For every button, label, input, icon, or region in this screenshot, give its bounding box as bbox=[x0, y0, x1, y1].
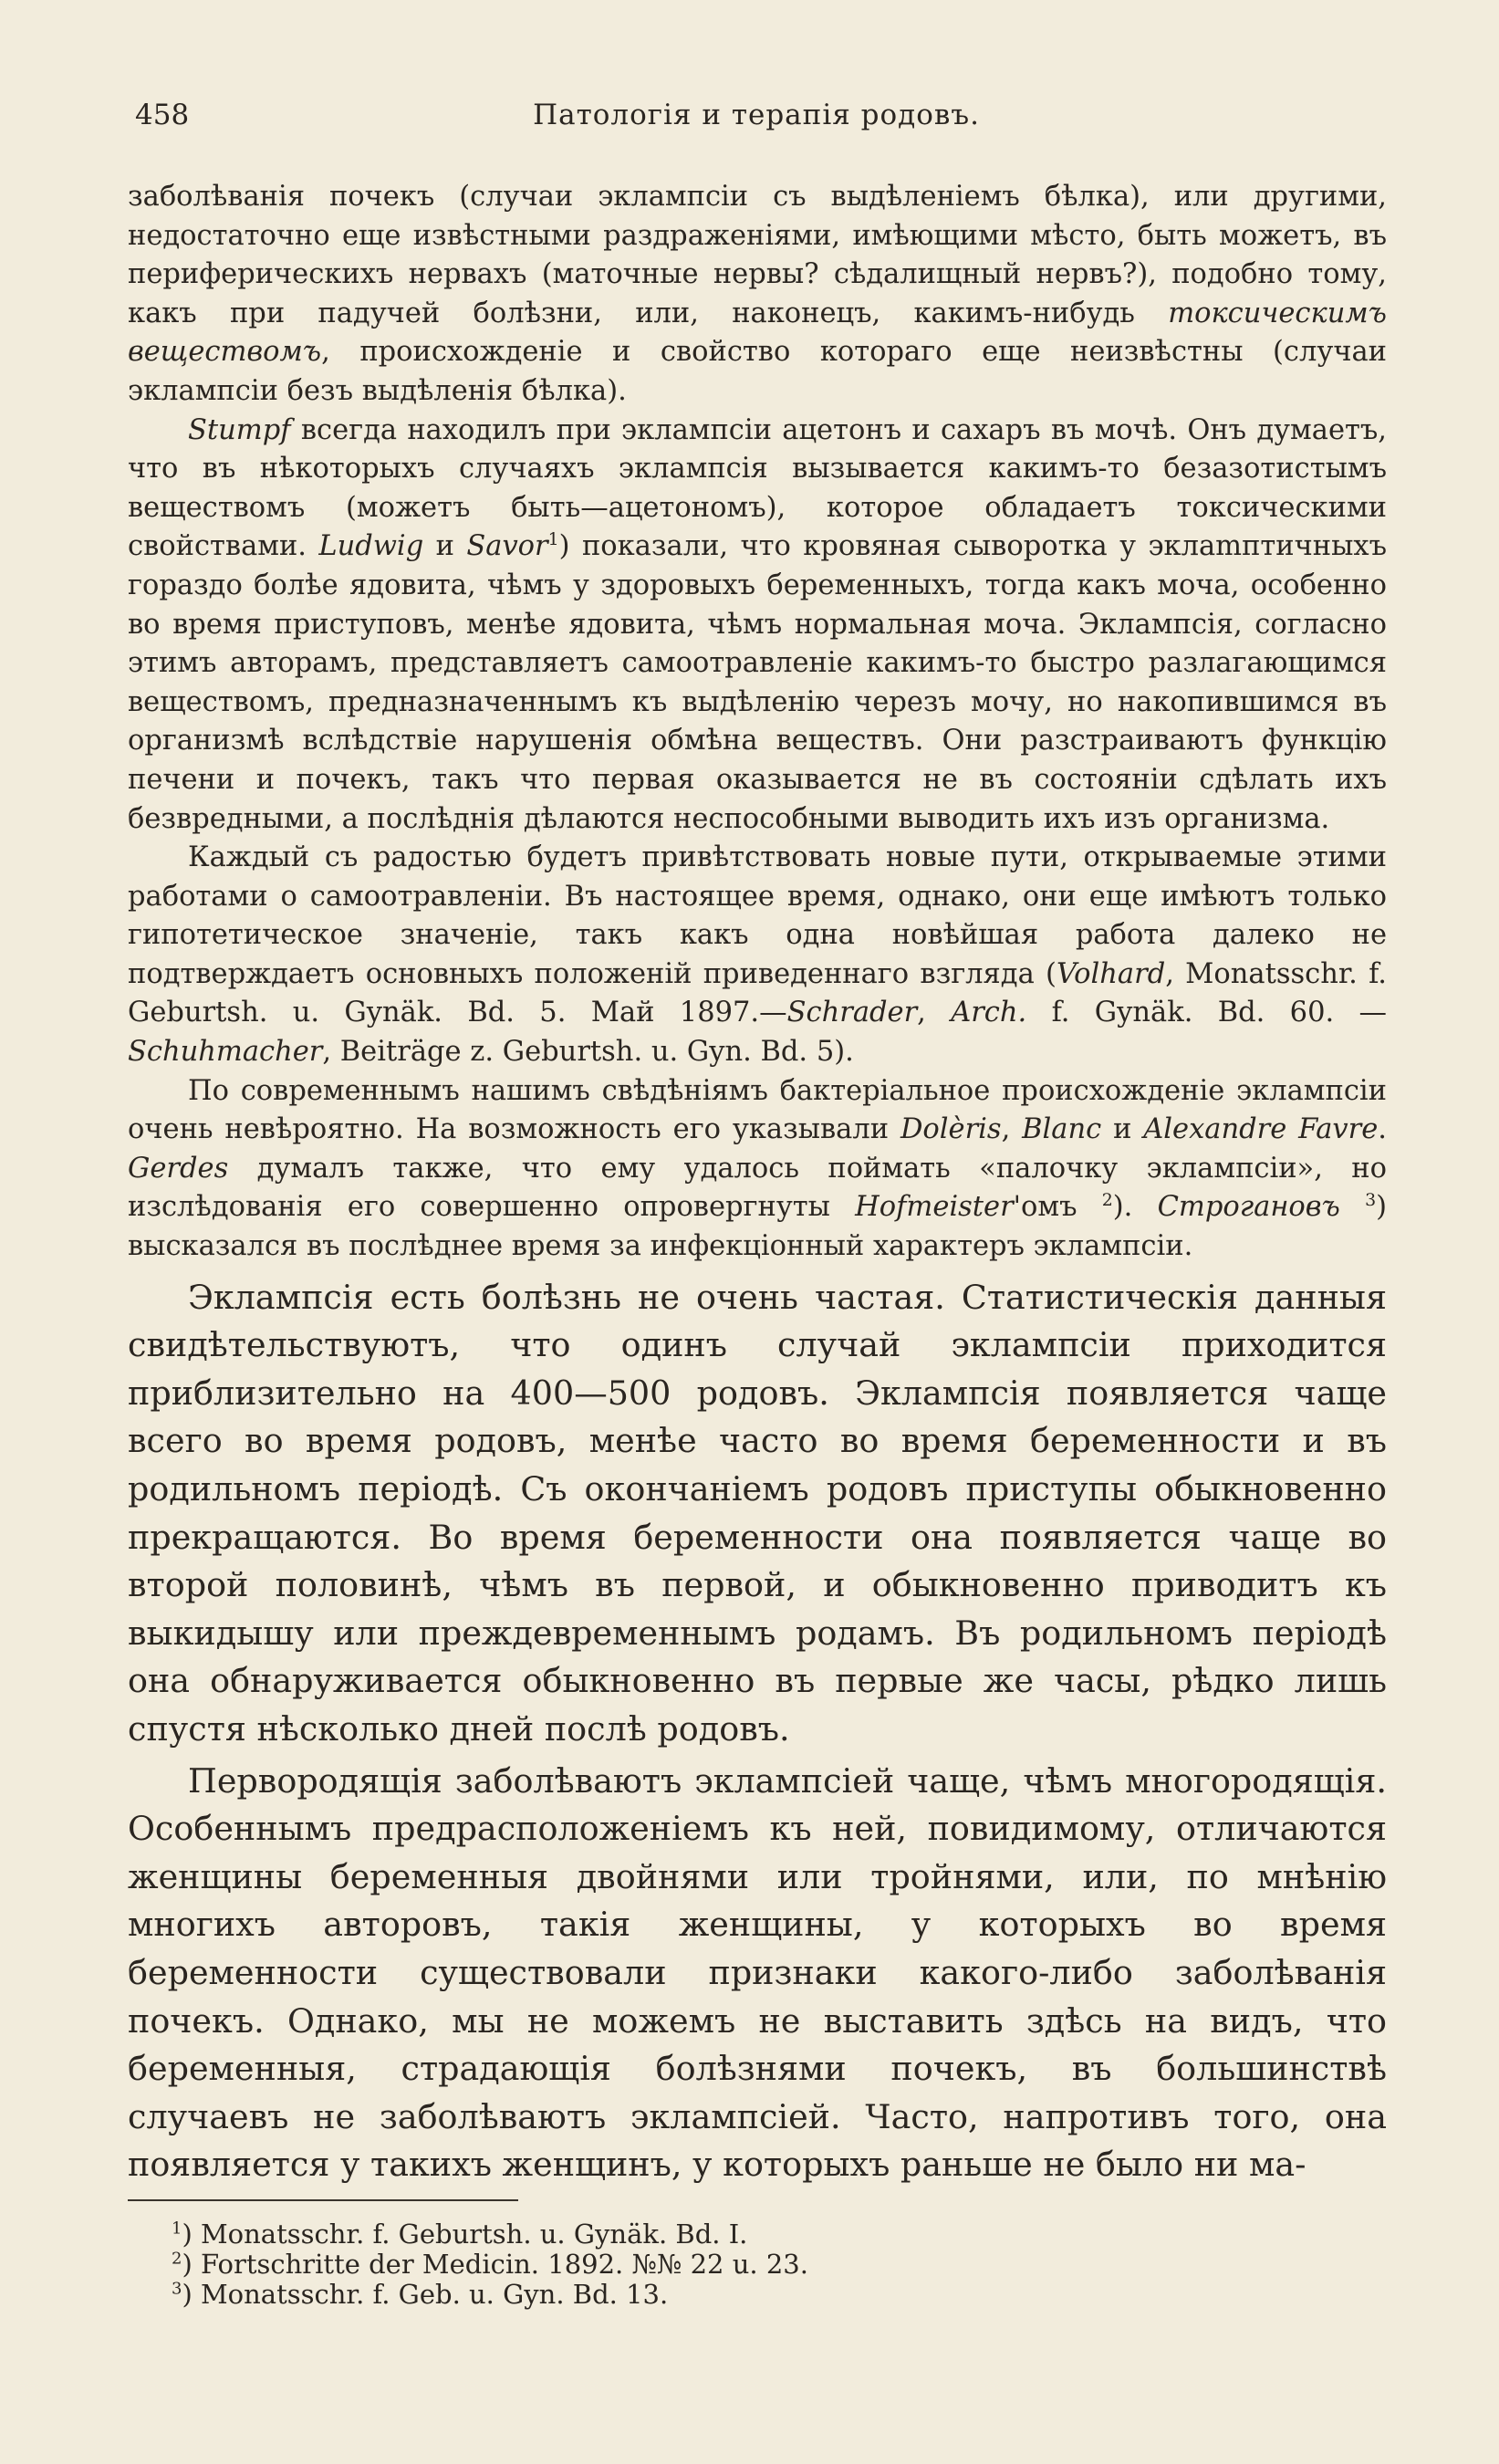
small-print-section bbox=[128, 178, 1387, 1267]
italic-text: Arch. bbox=[951, 997, 1027, 1029]
text-run: ). bbox=[1112, 1191, 1158, 1224]
text-run: , Beiträge z. Geburtsh. u. Gyn. Bd. 5). bbox=[322, 1036, 854, 1069]
italic-text: Blanc bbox=[1022, 1113, 1102, 1146]
page-number: 458 bbox=[135, 99, 190, 131]
text-run: ) высказался въ послѣднее время за инфекціонный характеръ эклампсіи. bbox=[128, 1191, 1387, 1263]
text-run: заболѣванія почекъ (случаи эклампсіи съ выдѣленіемъ бѣлка), или другими, недостаточно еще извѣстными раздраженіями, имѣющими мѣсто, быть можетъ, въ периферическихъ нервахъ (маточные нервы? сѣдалищный нервъ?), подобно тому, какъ при падучей болѣзни, или, наконецъ, какимъ-нибудь bbox=[128, 181, 1387, 329]
text-run bbox=[1340, 1191, 1365, 1223]
text-run: , bbox=[917, 997, 952, 1029]
text-run: , происхожденіе и свойство котораго еще неизвѣстны (случаи эклампсіи безъ выдѣленія бѣлка). bbox=[128, 336, 1387, 407]
footnote-ref: 3 bbox=[1365, 1190, 1377, 1211]
paragraph bbox=[128, 1274, 1387, 1754]
text-run: 'омъ bbox=[1013, 1191, 1102, 1224]
page-header bbox=[135, 99, 1378, 135]
text-run: и bbox=[423, 530, 467, 563]
italic-text: Savor bbox=[466, 530, 548, 563]
italic-text: Hofmeister bbox=[855, 1191, 1014, 1224]
text-run: Каждый съ радостью будетъ привѣтствовать новые пути, открываемые этими работами о самоотравленіи. Въ настоящее время, однако, они еще имѣютъ только гипотетическое значеніе, такъ какъ одна новѣйшая работа далеко не подтверждаетъ основныхъ положеній приведеннаго взгляда ( bbox=[128, 841, 1387, 990]
text-run: По современнымъ нашимъ свѣдѣніямъ бактеріальное происхожденіе эклампсіи очень невѣроятно. На возможность его указывали bbox=[128, 1074, 1387, 1146]
footnote-ref: 1 bbox=[547, 529, 559, 550]
paragraph bbox=[128, 412, 1387, 840]
footnote: $^1$) Monatsschr. f. Geburtsh. u. Gynäk. Bd. I. bbox=[172, 2219, 748, 2250]
text-run: . bbox=[1378, 1113, 1387, 1146]
text-run: и bbox=[1101, 1113, 1144, 1146]
text-run: Эклампсія есть болѣзнь не очень частая. Статистическія данныя свидѣтельствуютъ, что одинъ случай эклампсіи приходится приблизительно на 400—500 родовъ. Эклампсія появляется чаще всего во время родовъ, менѣе часто во время беременности и въ родильномъ періодѣ. Съ окончаніемъ родовъ приступы обыкновенно прекращаются. Во время беременности она появляется чаще во второй половинѣ, чѣмъ въ первой, и обыкновенно приводитъ къ выкидышу или преждевременнымъ родамъ. Въ родильномъ періодѣ она обнаруживается обыкновенно въ первые же часы, рѣдко лишь спустя нѣсколько дней послѣ родовъ. bbox=[128, 1277, 1387, 1749]
footnote: $^3$) Monatsschr. f. Geb. u. Gyn. Bd. 13. bbox=[172, 2279, 669, 2310]
paragraph bbox=[128, 1072, 1387, 1267]
italic-text: Alexandre Favre bbox=[1143, 1113, 1379, 1146]
running-title: Патологія и терапія родовъ. bbox=[533, 99, 980, 131]
paragraph bbox=[128, 1758, 1387, 2189]
italic-text: Schuhmacher bbox=[128, 1036, 323, 1069]
italic-text: Dolèris bbox=[900, 1113, 1002, 1146]
text-run: ) показали, что кровяная сыворотка у эклamптичныхъ гораздо болѣе ядовита, чѣмъ у здоровыхъ беременныхъ, тогда какъ моча, особенно во время приступовъ, менѣе ядовита, чѣмъ нормальная моча. Эклампсія, согласно этимъ авторамъ, представляетъ самоотравленіе какимъ-то быстро разлагающимся веществомъ, предназначеннымъ къ выдѣленію черезъ мочу, но накопившимся въ организмѣ вслѣдствіе нарушенія обмѣна веществъ. Они разстраиваютъ функцію печени и почекъ, такъ что первая оказывается не въ состояніи сдѣлать ихъ безвредными, а послѣднія дѣлаются неспособными выводить ихъ изъ организма. bbox=[128, 530, 1387, 835]
text-run: думалъ также, что ему удалось поймать «палочку эклампсіи», но изслѣдованія его совершенно опровергнуты bbox=[128, 1152, 1387, 1224]
italic-text: Gerdes bbox=[128, 1152, 229, 1185]
text-run: всегда находилъ при эклампсіи ацетонъ и сахаръ въ мочѣ. Онъ думаетъ, что въ нѣкоторыхъ случаяхъ эклампсія вызывается какимъ-то безазотистымъ веществомъ (можетъ быть—ацетономъ), которое обладаетъ токсическими свойствами. bbox=[128, 413, 1387, 563]
footnote-rule bbox=[128, 2199, 518, 2201]
paragraph bbox=[128, 839, 1387, 1072]
text-run: Первородящія заболѣваютъ эклампсіей чаще, чѣмъ многородящія. Особеннымъ предрасположеніемъ къ ней, повидимому, отличаются женщины беременныя двойнями или тройнями, или, по мнѣнію многихъ авторовъ, такія женщины, у которыхъ во время беременности существовали признаки какого-либо заболѣванія почекъ. Однако, мы не можемъ не выставить здѣсь на видъ, что беременныя, страдающія болѣзнями почекъ, въ большинствѣ случаевъ не заболѣваютъ эклампсіей. Часто, напротивъ того, она появляется у такихъ женщинъ, у которыхъ раньше не было ни ма- bbox=[128, 1760, 1387, 2185]
text-body bbox=[128, 178, 1387, 2189]
italic-text: Ludwig bbox=[318, 530, 424, 563]
footnote-ref: 2 bbox=[1101, 1190, 1113, 1211]
italic-text: Строгановъ bbox=[1157, 1191, 1340, 1224]
text-run: , bbox=[1001, 1113, 1023, 1146]
main-print-section bbox=[128, 1274, 1387, 2189]
italic-text: Stumpf bbox=[188, 413, 291, 446]
paragraph bbox=[128, 178, 1387, 412]
italic-text: Volhard bbox=[1056, 957, 1166, 990]
italic-text: Schrader bbox=[786, 997, 918, 1029]
footnotes bbox=[172, 2219, 1266, 2310]
text-run: f. Gynäk. Bd. 60. — bbox=[1026, 997, 1388, 1029]
italic-text: токсическимъ веществомъ bbox=[128, 297, 1387, 369]
footnote: $^2$) Fortschritte der Medicin. 1892. №№ 22 u. 23. bbox=[172, 2249, 808, 2280]
text-run: , Monatsschr. f. Geburtsh. u. Gynäk. Bd. 5. Май 1897.— bbox=[128, 957, 1387, 1029]
